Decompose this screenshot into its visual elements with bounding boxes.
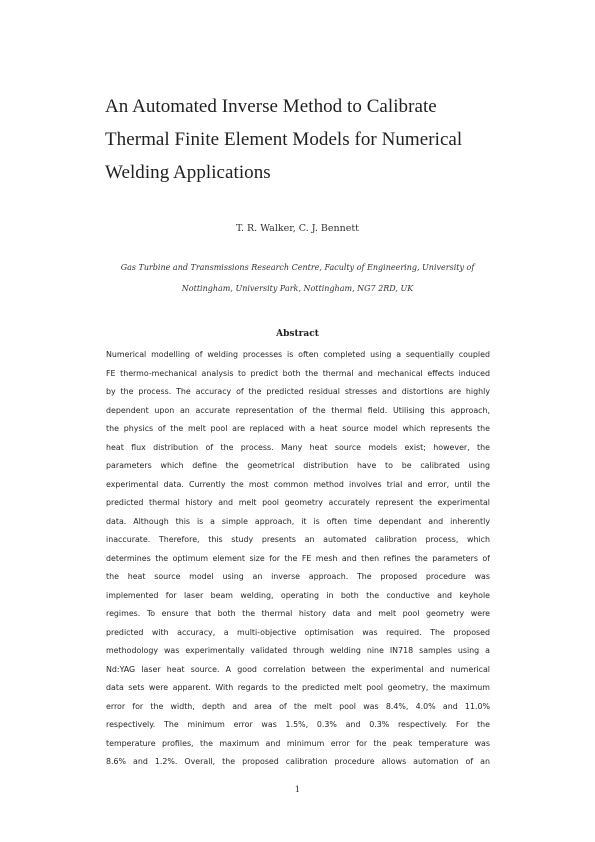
abstract-line: inaccurate. Therefore, this study presents an automated calibration process, which	[106, 535, 490, 544]
title-line: An Automated Inverse Method to Calibrate	[105, 96, 437, 117]
abstract-line: Nd:YAG laser heat source. A good correlation between the experimental and numerical	[106, 664, 490, 674]
affiliation-line: Nottingham, University Park, Nottingham, NG7 2RD, UK	[181, 284, 414, 293]
abstract-line: data. Although this is a simple approach, it is often time dependant and inherently	[106, 516, 490, 526]
title-line: Thermal Finite Element Models for Numerical	[105, 129, 463, 150]
abstract-line: error for the width, depth and area of the melt pool was 8.4%, 4.0% and 11.0%	[106, 701, 490, 711]
abstract-line: the physics of the melt pool are replaced with a heat source model which represents the	[106, 424, 490, 433]
abstract-line: predicted with accuracy, a multi-objective optimisation was required. The proposed	[106, 627, 490, 637]
abstract-line: methodology was experimentally validated through welding nine IN718 samples using a	[106, 646, 490, 655]
abstract-line: implemented for laser beam welding, operating in both the conductive and keyhole	[106, 590, 490, 600]
affiliation-line: Gas Turbine and Transmissions Research Centre, Faculty of Engineering, University of	[120, 263, 475, 272]
abstract-line: parameters which define the geometrical distribution have to be calibrated using	[106, 461, 490, 470]
abstract-heading: Abstract	[276, 329, 319, 339]
paper-title	[105, 90, 525, 189]
abstract-line: heat flux distribution of the process. Many heat source models exist; however, the	[106, 442, 490, 452]
abstract-body	[106, 346, 490, 772]
affiliation	[0, 257, 595, 299]
abstract-line: 8.6% and 1.2%. Overall, the proposed calibration procedure allows automation of an	[106, 757, 490, 766]
abstract-line: experimental data. Currently the most common method involves trial and error, until the	[106, 479, 490, 489]
abstract-line: regimes. To ensure that both the thermal history data and melt pool geometry were	[106, 609, 490, 618]
abstract-line: dependent upon an accurate representation of the thermal field. Utilising this approach,	[106, 405, 490, 415]
abstract-line: temperature profiles, the maximum and minimum error for the peak temperature was	[106, 738, 490, 748]
abstract-line: respectively. The minimum error was 1.5%, 0.3% and 0.3% respectively. For the	[106, 720, 490, 729]
abstract-line: FE thermo-mechanical analysis to predict both the thermal and mechanical effects induced	[106, 368, 490, 378]
abstract-line: by the process. The accuracy of the predicted residual stresses and distortions are highly	[106, 387, 490, 396]
page-number: 1	[294, 785, 301, 795]
abstract-line: determines the optimum element size for the FE mesh and then refines the parameters of	[106, 553, 490, 563]
abstract-line: Numerical modelling of welding processes is often completed using a sequentially coupled	[106, 350, 490, 359]
title-line: Welding Applications	[105, 162, 271, 183]
abstract-line: predicted thermal history and melt pool geometry accurately represent the experimental	[106, 498, 490, 507]
abstract-line: data sets were apparent. With regards to the predicted melt pool geometry, the maximum	[106, 683, 490, 692]
abstract-line: the heat source model using an inverse approach. The proposed procedure was	[106, 572, 490, 581]
author-list: T. R. Walker, C. J. Bennett	[236, 223, 359, 234]
